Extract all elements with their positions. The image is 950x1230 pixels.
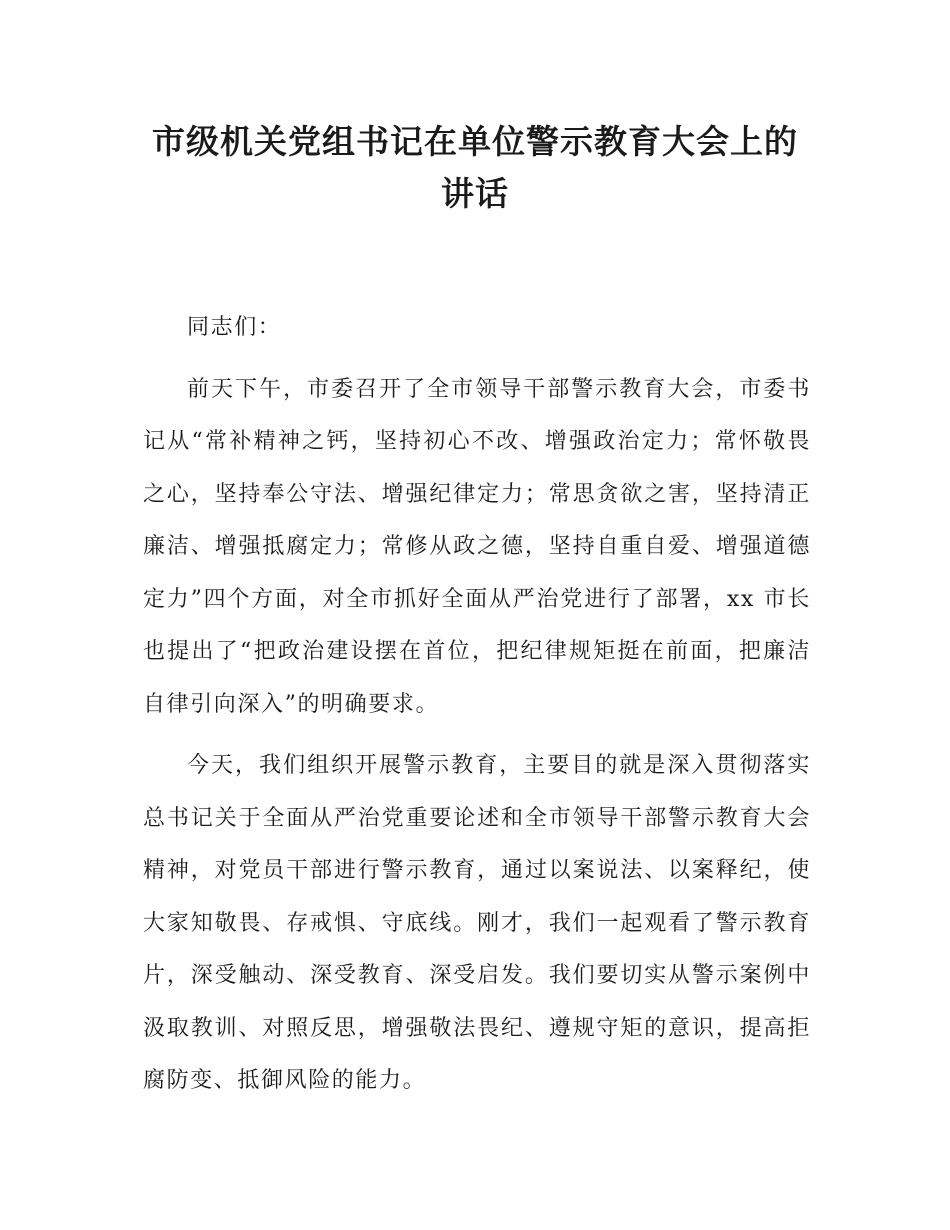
document-body bbox=[143, 302, 811, 1117]
paragraph-1: 前天下午，市委召开了全市领导干部警示教育大会，市委书记从“常补精神之钙，坚持初心不改、增强政治定力；常怀敬畏之心，坚持奉公守法、增强纪律定力；常思贪欲之害，坚持清正廉洁、增强抵腐定力；常修从政之德，坚持自重自爱、增强道德定力”四个方面，对全市抓好全面从严治党进行了部署，xx 市长也提出了“把政治建设摆在首位，把纪律规矩挺在前面，把廉洁自律引向深入”的明确要求。 bbox=[143, 376, 811, 717]
paragraph-2: 今天，我们组织开展警示教育，主要目的就是深入贯彻落实总书记关于全面从严治党重要论述和全市领导干部警示教育大会精神，对党员干部进行警示教育，通过以案说法、以案释纪，使大家知敬畏、存戒惧、守底线。刚才，我们一起观看了警示教育片，深受触动、深受教育、深受启发。我们要切实从警示案例中汲取教训、对照反思，增强敬法畏纪、遵规守矩的意识，提高拒腐防变、抵御风险的能力。 bbox=[143, 753, 811, 1093]
salutation: 同志们： bbox=[187, 315, 282, 340]
document-title: 市级机关党组书记在单位警示教育大会上的讲话 bbox=[152, 122, 798, 213]
